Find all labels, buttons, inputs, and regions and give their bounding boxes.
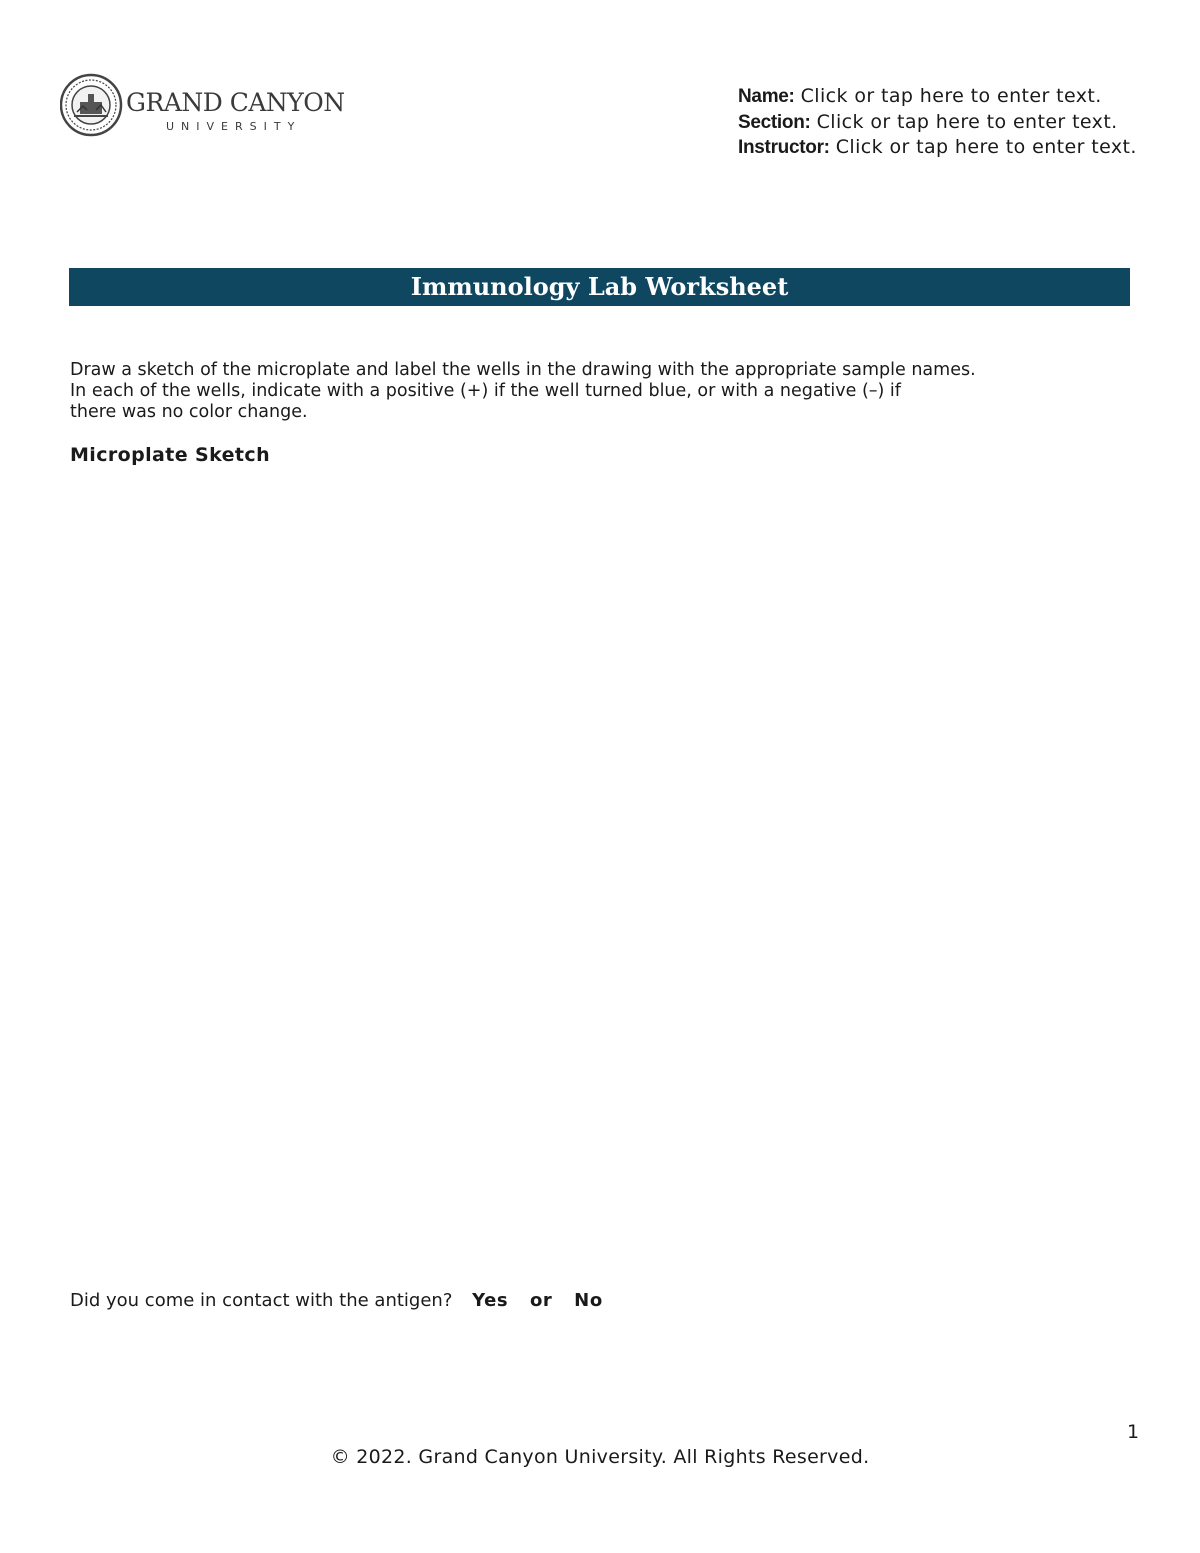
instructions-paragraph [70, 360, 1150, 423]
instruction-line: there was no color change. [70, 402, 308, 422]
instruction-line: Draw a sketch of the microplate and label the wells in the drawing with the appropriate sample names. [70, 360, 976, 380]
section-heading: Microplate Sketch [70, 444, 270, 466]
title-bar [69, 268, 1130, 306]
name-field[interactable] [738, 84, 1138, 110]
university-logo [60, 72, 350, 138]
section-input[interactable]: Click or tap here to enter text. [816, 110, 1118, 133]
microplate-sketch-area[interactable] [70, 480, 1130, 1270]
yes-option[interactable]: Yes [472, 1290, 509, 1311]
page-title: Immunology Lab Worksheet [410, 272, 789, 301]
name-input[interactable]: Click or tap here to enter text. [800, 85, 1102, 107]
antigen-question [70, 1290, 603, 1311]
instructor-label: Instructor: [738, 137, 830, 158]
question-text: Did you come in contact with the antigen? [70, 1290, 453, 1311]
name-label: Name: [738, 86, 795, 107]
instruction-line: In each of the wells, indicate with a positive (+) if the well turned blue, or with a negative (–) if [70, 381, 901, 401]
university-seal-icon [60, 72, 124, 138]
instructor-field[interactable] [738, 135, 1138, 161]
logo-subtext: UNIVERSITY [166, 120, 302, 133]
instructor-input[interactable]: Click or tap here to enter text. [835, 136, 1137, 158]
no-option[interactable]: No [574, 1290, 603, 1311]
logo-wordmark: GRAND CANYON [126, 88, 345, 117]
section-label: Section: [738, 111, 811, 133]
student-info-fields [738, 84, 1138, 161]
page-number: 1 [1127, 1421, 1140, 1443]
copyright-footer: © 2022. Grand Canyon University. All Rights Reserved. [330, 1446, 870, 1468]
or-separator: or [529, 1290, 553, 1311]
section-field[interactable] [738, 110, 1138, 136]
